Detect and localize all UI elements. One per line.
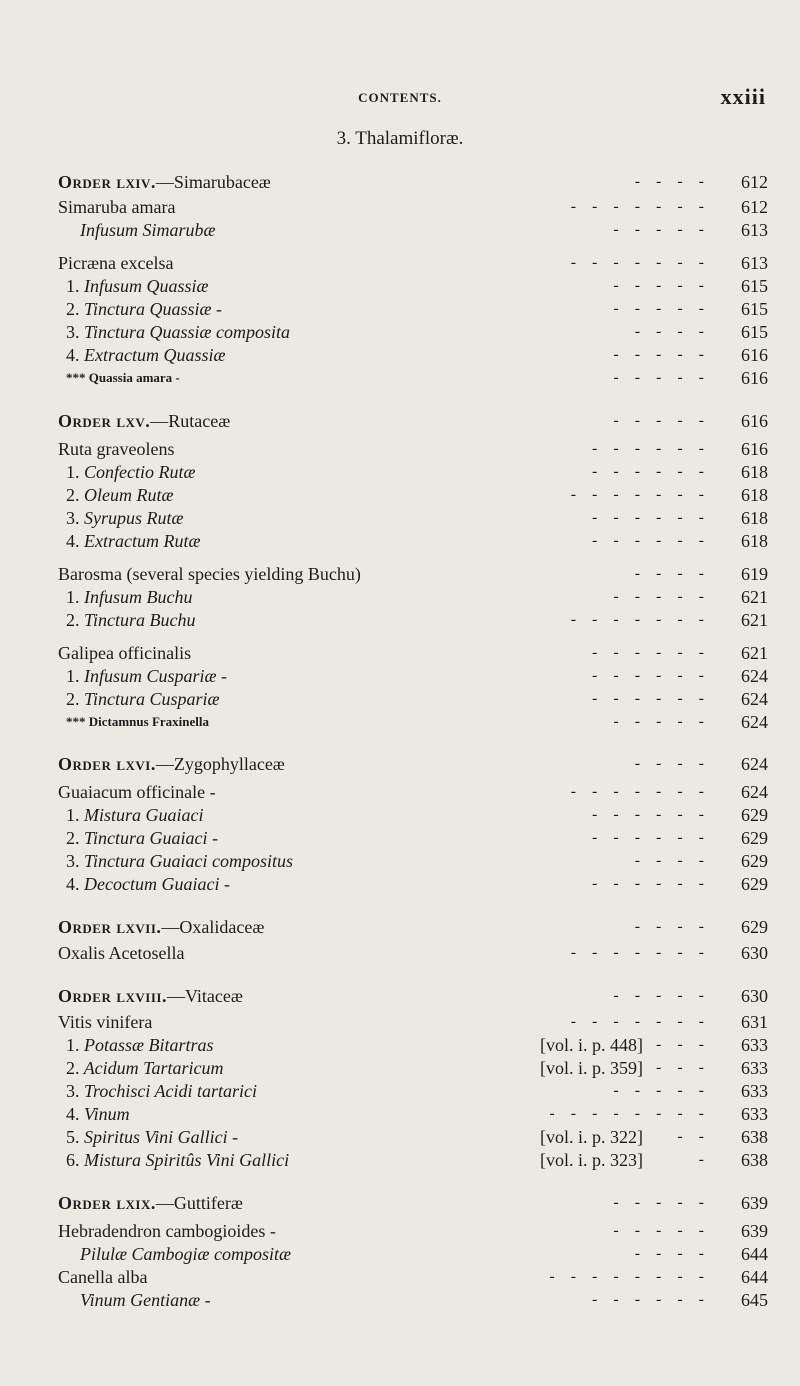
leader-dashes: - - - (656, 1059, 704, 1076)
page-number: 645 (741, 1290, 768, 1310)
leader-dashes: - - - - - (613, 369, 704, 386)
page-number: 629 (741, 828, 768, 848)
entry-title (66, 1149, 289, 1171)
contents-entry-row (58, 642, 768, 664)
entry-title (66, 321, 290, 343)
entry-title (66, 1103, 130, 1125)
entry-title (66, 873, 230, 895)
order-name: —Simarubaceæ (155, 172, 271, 192)
contents-entry-row (58, 438, 768, 460)
running-header-page-number: xxiii (720, 84, 766, 109)
order-number: Order lxv. (58, 411, 151, 431)
entry-title (58, 252, 173, 274)
page-number: 618 (741, 485, 768, 505)
entry-title (66, 1034, 214, 1056)
page-number: 633 (741, 1058, 768, 1078)
entry-number: 1. (66, 462, 80, 482)
entry-number: 2. (66, 1058, 80, 1078)
leader-dashes: - - - - - (613, 1194, 704, 1211)
entry-number: 4. (66, 345, 80, 365)
order-heading-row (58, 410, 768, 432)
contents-entry-row (58, 461, 768, 483)
entry-number: 4. (66, 531, 80, 551)
entry-title (66, 367, 180, 389)
leader-dashes: - - - - (634, 323, 704, 340)
order-heading-row (58, 171, 768, 193)
entry-text: Infusum Quassiæ (84, 276, 209, 296)
page-number: 615 (741, 276, 768, 296)
section-subtitle: 3. Thalamifloræ. (336, 128, 464, 149)
contents-entry-row (58, 1057, 768, 1079)
contents-entry-row (58, 275, 768, 297)
leader-dashes: - - - - - - (592, 463, 704, 480)
page-number: 621 (741, 643, 768, 663)
page-number: 616 (741, 411, 768, 431)
page-number: 633 (741, 1035, 768, 1055)
entry-title (58, 781, 216, 803)
page-number: 615 (741, 299, 768, 319)
entry-title (58, 916, 264, 938)
entry-title (66, 827, 218, 849)
order-number: Order lxiv. (58, 172, 156, 192)
leader-dashes: - - (677, 1128, 704, 1145)
leader-dashes: - - - - - - (592, 440, 704, 457)
volume-reference: [vol. i. p. 323] (540, 1150, 643, 1170)
leader-dashes: - - - - - (613, 588, 704, 605)
entry-number: 1. (66, 1035, 80, 1055)
page-number: 633 (741, 1104, 768, 1124)
entry-title (58, 985, 243, 1007)
volume-reference: [vol. i. p. 448] (540, 1035, 643, 1055)
entry-text: Potassæ Bitartras (84, 1035, 214, 1055)
contents-entry-row (58, 850, 768, 872)
entry-text: Oleum Rutæ (84, 485, 174, 505)
entry-text: Syrupus Rutæ (84, 508, 184, 528)
entry-text: Spiritus Vini Gallici - (84, 1127, 239, 1147)
entry-text: Guaiacum officinale - (58, 782, 216, 802)
entry-title (66, 507, 184, 529)
page-number: 618 (741, 508, 768, 528)
page-number: 629 (741, 874, 768, 894)
page-number: 624 (741, 754, 768, 774)
page-number: 644 (741, 1267, 768, 1287)
entry-text: Tinctura Guaiaci compositus (84, 851, 294, 871)
contents-entry-row (58, 1243, 768, 1265)
entry-title (66, 1057, 224, 1079)
entry-title (66, 1080, 257, 1102)
entry-number: 2. (66, 485, 80, 505)
entry-title (66, 609, 196, 631)
contents-entry-row (58, 1126, 768, 1148)
contents-entry-row (58, 367, 768, 389)
page-number: 618 (741, 462, 768, 482)
order-heading-row (58, 985, 768, 1007)
entry-number: 4. (66, 1104, 80, 1124)
contents-entry-row (58, 321, 768, 343)
entry-text: *** Quassia amara - (66, 370, 180, 385)
page-number: 629 (741, 805, 768, 825)
entry-title (58, 1220, 276, 1242)
order-heading-row (58, 753, 768, 775)
page-number: 621 (741, 610, 768, 630)
entry-number: 1. (66, 587, 80, 607)
leader-dashes: - - - - - - - (570, 198, 704, 215)
contents-entry-row (58, 1149, 768, 1171)
page-number: 612 (741, 197, 768, 217)
contents-entry-row (58, 1266, 768, 1288)
page-number: 616 (741, 439, 768, 459)
leader-dashes: - - - - - (613, 412, 704, 429)
leader-dashes: - - - - - - (592, 1291, 704, 1308)
entry-number: 1. (66, 666, 80, 686)
entry-title (66, 586, 192, 608)
page-number: 612 (741, 172, 768, 192)
entry-number: 2. (66, 610, 80, 630)
contents-entry-row (58, 507, 768, 529)
leader-dashes: - - - - - - (592, 532, 704, 549)
contents-entry-row (58, 827, 768, 849)
page-number: 624 (741, 689, 768, 709)
entry-title (66, 850, 293, 872)
leader-dashes: - - - - (634, 852, 704, 869)
order-name: —Rutaceæ (150, 411, 231, 431)
page-number: 619 (741, 564, 768, 584)
order-number: Order lxviii. (58, 986, 167, 1006)
entry-number: 1. (66, 276, 80, 296)
leader-dashes: - - - - - - - (570, 783, 704, 800)
leader-dashes: - - - - (634, 755, 704, 772)
contents-entry-row (58, 1103, 768, 1125)
leader-dashes: - - - - - - (592, 509, 704, 526)
entry-text: Tinctura Quassiæ composita (84, 322, 291, 342)
entry-text: Tinctura Guaiaci - (84, 828, 218, 848)
entry-text: Hebradendron cambogioides - (58, 1221, 276, 1241)
page-number: 613 (741, 253, 768, 273)
leader-dashes: - - - - - - - (570, 944, 704, 961)
contents-entry-row (58, 196, 768, 218)
entry-title (58, 1266, 147, 1288)
volume-reference: [vol. i. p. 322] (540, 1127, 643, 1147)
leader-dashes: - - - (656, 1036, 704, 1053)
leader-dashes: - - - - (634, 1245, 704, 1262)
entry-title (58, 410, 230, 432)
order-number: Order lxvii. (58, 917, 162, 937)
contents-entry-row (58, 1220, 768, 1242)
page-number: 613 (741, 220, 768, 240)
leader-dashes: - - - - - - (592, 690, 704, 707)
contents-entry-row (58, 609, 768, 631)
entry-title (66, 484, 174, 506)
entry-title (66, 530, 200, 552)
contents-entry-row (58, 219, 768, 241)
entry-title (58, 196, 175, 218)
entry-number: 5. (66, 1127, 80, 1147)
leader-dashes: - - - - (634, 918, 704, 935)
entry-number: 3. (66, 1081, 80, 1101)
entry-title (80, 1289, 211, 1311)
entry-text: Oxalis Acetosella (58, 943, 185, 963)
page-number: 631 (741, 1012, 768, 1032)
entry-text: Tinctura Quassiæ - (84, 299, 223, 319)
entry-title (58, 942, 184, 964)
contents-entry-row (58, 665, 768, 687)
entry-text: Vinum (84, 1104, 130, 1124)
leader-dashes: - - - - (634, 565, 704, 582)
leader-dashes: - - - - - (613, 713, 704, 730)
entry-title (66, 298, 222, 320)
entry-text: Extractum Rutæ (84, 531, 201, 551)
contents-entry-row (58, 563, 768, 585)
entry-text: Confectio Rutæ (84, 462, 196, 482)
leader-dashes: - - - - - - (592, 667, 704, 684)
entry-text: *** Dictamnus Fraxinella (66, 714, 209, 729)
running-header-title: CONTENTS. (358, 90, 442, 105)
entry-number: 2. (66, 299, 80, 319)
entry-title (80, 219, 216, 241)
volume-reference: [vol. i. p. 359] (540, 1058, 643, 1078)
leader-dashes: - - - - - (613, 300, 704, 317)
entry-text: Barosma (several species yielding Buchu) (58, 564, 361, 584)
contents-entry-row (58, 1011, 768, 1033)
page-number: 615 (741, 322, 768, 342)
entry-text: Picræna excelsa (58, 253, 174, 273)
leader-dashes: - - - - - - - - (549, 1105, 704, 1122)
entry-text: Vitis vinifera (58, 1012, 153, 1032)
contents-entry-row (58, 344, 768, 366)
entry-number: 2. (66, 689, 80, 709)
entry-text: Ruta graveolens (58, 439, 175, 459)
entry-title (58, 171, 271, 193)
entry-title (66, 275, 209, 297)
entry-title (66, 665, 227, 687)
contents-entry-row (58, 298, 768, 320)
page-number: 621 (741, 587, 768, 607)
entry-text: Infusum Simarubæ (80, 220, 216, 240)
leader-dashes: - - - - - (613, 346, 704, 363)
contents-entry-row (58, 1034, 768, 1056)
leader-dashes: - (698, 1151, 704, 1168)
entry-text: Acidum Tartaricum (83, 1058, 224, 1078)
leader-dashes: - - - - - (613, 1082, 704, 1099)
contents-entry-row (58, 873, 768, 895)
page-number: 639 (741, 1221, 768, 1241)
order-name: —Vitaceæ (166, 986, 243, 1006)
order-heading-row (58, 916, 768, 938)
page-number: 629 (741, 917, 768, 937)
page-number: 638 (741, 1127, 768, 1147)
order-name: —Oxalidaceæ (161, 917, 265, 937)
entry-text: Infusum Cuspariæ - (84, 666, 228, 686)
order-name: —Guttiferæ (155, 1193, 243, 1213)
page-number: 633 (741, 1081, 768, 1101)
entry-number: 3. (66, 508, 80, 528)
entry-title (58, 753, 285, 775)
entry-title (66, 688, 220, 710)
leader-dashes: - - - - - - (592, 644, 704, 661)
page-number: 639 (741, 1193, 768, 1213)
contents-entry-row (58, 1289, 768, 1311)
entry-text: Galipea officinalis (58, 643, 192, 663)
leader-dashes: - - - - - - - (570, 486, 704, 503)
entry-text: Vinum Gentianæ - (80, 1290, 211, 1310)
page-number: 616 (741, 345, 768, 365)
page-number: 624 (741, 666, 768, 686)
leader-dashes: - - - - (634, 173, 704, 190)
entry-title (58, 563, 361, 585)
contents-entry-row (58, 711, 768, 733)
contents-entry-row (58, 252, 768, 274)
entry-title (58, 438, 174, 460)
entry-text: Extractum Quassiæ (84, 345, 226, 365)
entry-text: Trochisci Acidi tartarici (84, 1081, 258, 1101)
entry-text: Simaruba amara (58, 197, 176, 217)
entry-text: Decoctum Guaiaci - (84, 874, 230, 894)
leader-dashes: - - - - - - (592, 875, 704, 892)
leader-dashes: - - - - - (613, 1222, 704, 1239)
entry-title (66, 461, 196, 483)
leader-dashes: - - - - - (613, 277, 704, 294)
leader-dashes: - - - - - - (592, 829, 704, 846)
entry-title (66, 344, 226, 366)
leader-dashes: - - - - - (613, 221, 704, 238)
page-number: 630 (741, 943, 768, 963)
leader-dashes: - - - - - - - (570, 254, 704, 271)
entry-text: Canella alba (58, 1267, 148, 1287)
order-heading-row (58, 1192, 768, 1214)
entry-title (58, 1192, 243, 1214)
entry-number: 2. (66, 828, 80, 848)
entry-text: Tinctura Buchu (84, 610, 196, 630)
entry-number: 1. (66, 805, 80, 825)
contents-entry-row (58, 530, 768, 552)
page-number: 624 (741, 782, 768, 802)
leader-dashes: - - - - - - (592, 806, 704, 823)
entry-text: Pilulæ Cambogiæ compositæ (80, 1244, 292, 1264)
contents-entry-row (58, 781, 768, 803)
entry-text: Tinctura Cuspariæ (84, 689, 220, 709)
entry-title (58, 642, 191, 664)
page-number: 629 (741, 851, 768, 871)
page-number: 616 (741, 368, 768, 388)
entry-text: Infusum Buchu (84, 587, 193, 607)
contents-entry-row (58, 688, 768, 710)
entry-number: 6. (66, 1150, 80, 1170)
order-number: Order lxvi. (58, 754, 156, 774)
leader-dashes: - - - - - (613, 987, 704, 1004)
entry-title (66, 804, 204, 826)
entry-title (66, 711, 209, 733)
entry-text: Mistura Guaiaci (84, 805, 204, 825)
order-name: —Zygophyllaceæ (155, 754, 285, 774)
entry-number: 4. (66, 874, 80, 894)
page-number: 630 (741, 986, 768, 1006)
leader-dashes: - - - - - - - (570, 611, 704, 628)
order-number: Order lxix. (58, 1193, 156, 1213)
contents-entry-row (58, 484, 768, 506)
entry-title (58, 1011, 152, 1033)
page-number: 638 (741, 1150, 768, 1170)
leader-dashes: - - - - - - - (570, 1013, 704, 1030)
contents-entry-row (58, 804, 768, 826)
leader-dashes: - - - - - - - - (549, 1268, 704, 1285)
entry-title (66, 1126, 238, 1148)
page-number: 624 (741, 712, 768, 732)
contents-entry-row (58, 586, 768, 608)
page-number: 618 (741, 531, 768, 551)
entry-number: 3. (66, 851, 80, 871)
page-number: 644 (741, 1244, 768, 1264)
entry-title (80, 1243, 291, 1265)
contents-entry-row (58, 1080, 768, 1102)
contents-entry-row (58, 942, 768, 964)
entry-number: 3. (66, 322, 80, 342)
entry-text: Mistura Spiritûs Vini Gallici (84, 1150, 290, 1170)
